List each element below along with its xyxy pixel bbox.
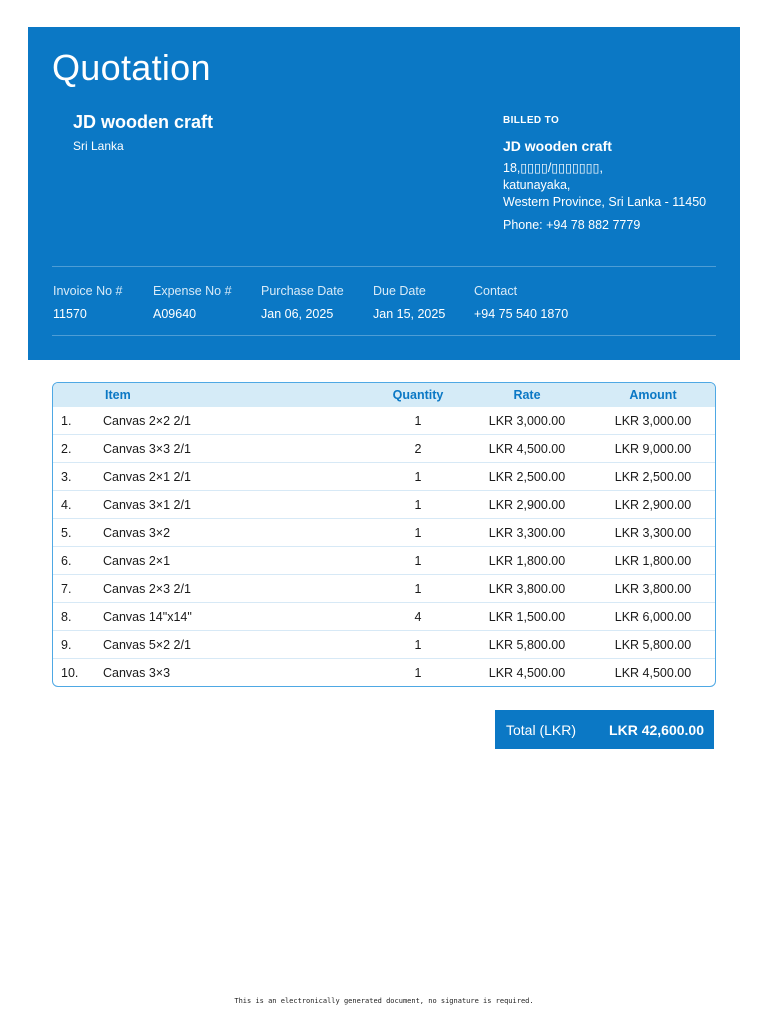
billed-to-block — [503, 115, 733, 232]
billed-to-address-line1: 18,▯▯▯▯/▯▯▯▯▯▯▯, — [503, 161, 603, 175]
row-amount: LKR 9,000.00 — [591, 435, 715, 463]
row-rate: LKR 1,500.00 — [463, 603, 591, 631]
table-row — [53, 603, 715, 631]
table-row — [53, 491, 715, 519]
table-row — [53, 519, 715, 547]
row-amount: LKR 3,300.00 — [591, 519, 715, 547]
row-number: 9. — [53, 631, 103, 659]
row-item: Canvas 14"x14" — [103, 603, 373, 631]
purchase-date-label: Purchase Date — [261, 284, 344, 298]
meta-invoice-no — [53, 284, 122, 321]
row-quantity: 1 — [373, 463, 463, 491]
row-number: 4. — [53, 491, 103, 519]
row-amount: LKR 4,500.00 — [591, 659, 715, 687]
contact-value: +94 75 540 1870 — [474, 307, 569, 321]
row-amount: LKR 2,900.00 — [591, 491, 715, 519]
quotation-header — [28, 27, 740, 360]
row-item: Canvas 3×3 — [103, 659, 373, 687]
header-divider-bottom — [52, 335, 716, 336]
meta-contact — [474, 284, 568, 321]
billed-to-label: BILLED TO — [503, 115, 560, 126]
billed-to-address-line3: Western Province, Sri Lanka - 11450 — [503, 195, 707, 209]
billed-to-phone: Phone: +94 78 882 7779 — [503, 218, 641, 232]
seller-country: Sri Lanka — [73, 139, 124, 153]
row-quantity: 1 — [373, 659, 463, 687]
row-quantity: 1 — [414, 413, 422, 428]
row-quantity: 2 — [373, 435, 463, 463]
row-quantity: 1 — [373, 631, 463, 659]
row-item: Canvas 3×3 2/1 — [103, 435, 373, 463]
row-amount: LKR 2,500.00 — [591, 463, 715, 491]
header-divider-top — [52, 266, 716, 267]
seller-name: JD wooden craft — [73, 112, 214, 132]
row-number: 8. — [53, 603, 103, 631]
due-date-label: Due Date — [373, 284, 426, 298]
invoice-no-value: 11570 — [53, 307, 87, 321]
page-title: Quotation — [52, 47, 211, 88]
row-item: Canvas 3×2 — [103, 519, 373, 547]
row-rate: LKR 4,500.00 — [463, 435, 591, 463]
total-box — [495, 710, 714, 749]
table-row — [53, 631, 715, 659]
row-number: 3. — [53, 463, 103, 491]
row-item: Canvas 2×3 2/1 — [103, 575, 373, 603]
total-label: Total (LKR) — [506, 721, 577, 738]
row-rate: LKR 4,500.00 — [463, 659, 591, 687]
row-item: Canvas 3×1 2/1 — [103, 491, 373, 519]
row-quantity: 1 — [373, 519, 463, 547]
row-rate: LKR 1,800.00 — [463, 547, 591, 575]
row-item: Canvas 2×2 2/1 — [103, 413, 191, 428]
table-row — [53, 547, 715, 575]
row-amount: LKR 6,000.00 — [591, 603, 715, 631]
meta-purchase-date — [261, 284, 344, 321]
table-row — [53, 435, 715, 463]
row-number: 1. — [61, 413, 72, 428]
header-quantity: Quantity — [373, 383, 463, 407]
table-row — [53, 407, 715, 435]
row-item: Canvas 5×2 2/1 — [103, 631, 373, 659]
table-row — [53, 575, 715, 603]
row-amount: LKR 1,800.00 — [591, 547, 715, 575]
row-quantity: 4 — [373, 603, 463, 631]
header-rate: Rate — [463, 383, 591, 407]
table-row — [53, 659, 715, 687]
row-number: 10. — [53, 659, 103, 687]
row-quantity: 1 — [373, 575, 463, 603]
billed-to-name: JD wooden craft — [503, 138, 612, 154]
row-amount: LKR 3,000.00 — [614, 413, 692, 428]
meta-expense-no — [153, 284, 232, 321]
due-date-value: Jan 15, 2025 — [373, 307, 446, 321]
footer-note: This is an electronically generated document, no signature is required. — [234, 997, 534, 1005]
expense-no-label: Expense No # — [153, 284, 232, 298]
row-number: 5. — [53, 519, 103, 547]
items-table — [52, 382, 716, 687]
invoice-no-label: Invoice No # — [53, 284, 123, 298]
header-amount: Amount — [591, 383, 715, 407]
purchase-date-value: Jan 06, 2025 — [261, 307, 334, 321]
row-number: 6. — [53, 547, 103, 575]
meta-due-date — [373, 284, 445, 321]
expense-no-value: A09640 — [153, 307, 197, 321]
row-number: 2. — [53, 435, 103, 463]
row-amount: LKR 5,800.00 — [591, 631, 715, 659]
row-item: Canvas 2×1 2/1 — [103, 463, 373, 491]
row-rate: LKR 3,000.00 — [488, 413, 566, 428]
row-item: Canvas 2×1 — [103, 547, 373, 575]
row-rate: LKR 3,300.00 — [463, 519, 591, 547]
billed-to-address-line2: katunayaka, — [503, 178, 571, 192]
total-value: LKR 42,600.00 — [609, 721, 704, 738]
items-table-header-row — [53, 383, 715, 407]
row-rate: LKR 3,800.00 — [463, 575, 591, 603]
row-amount: LKR 3,800.00 — [591, 575, 715, 603]
row-number: 7. — [53, 575, 103, 603]
row-quantity: 1 — [373, 547, 463, 575]
row-quantity: 1 — [373, 491, 463, 519]
row-rate: LKR 2,900.00 — [463, 491, 591, 519]
row-rate: LKR 5,800.00 — [463, 631, 591, 659]
header-item: Item — [103, 383, 373, 407]
row-rate: LKR 2,500.00 — [463, 463, 591, 491]
table-row — [53, 463, 715, 491]
header-number — [53, 383, 103, 407]
contact-label: Contact — [474, 284, 518, 298]
